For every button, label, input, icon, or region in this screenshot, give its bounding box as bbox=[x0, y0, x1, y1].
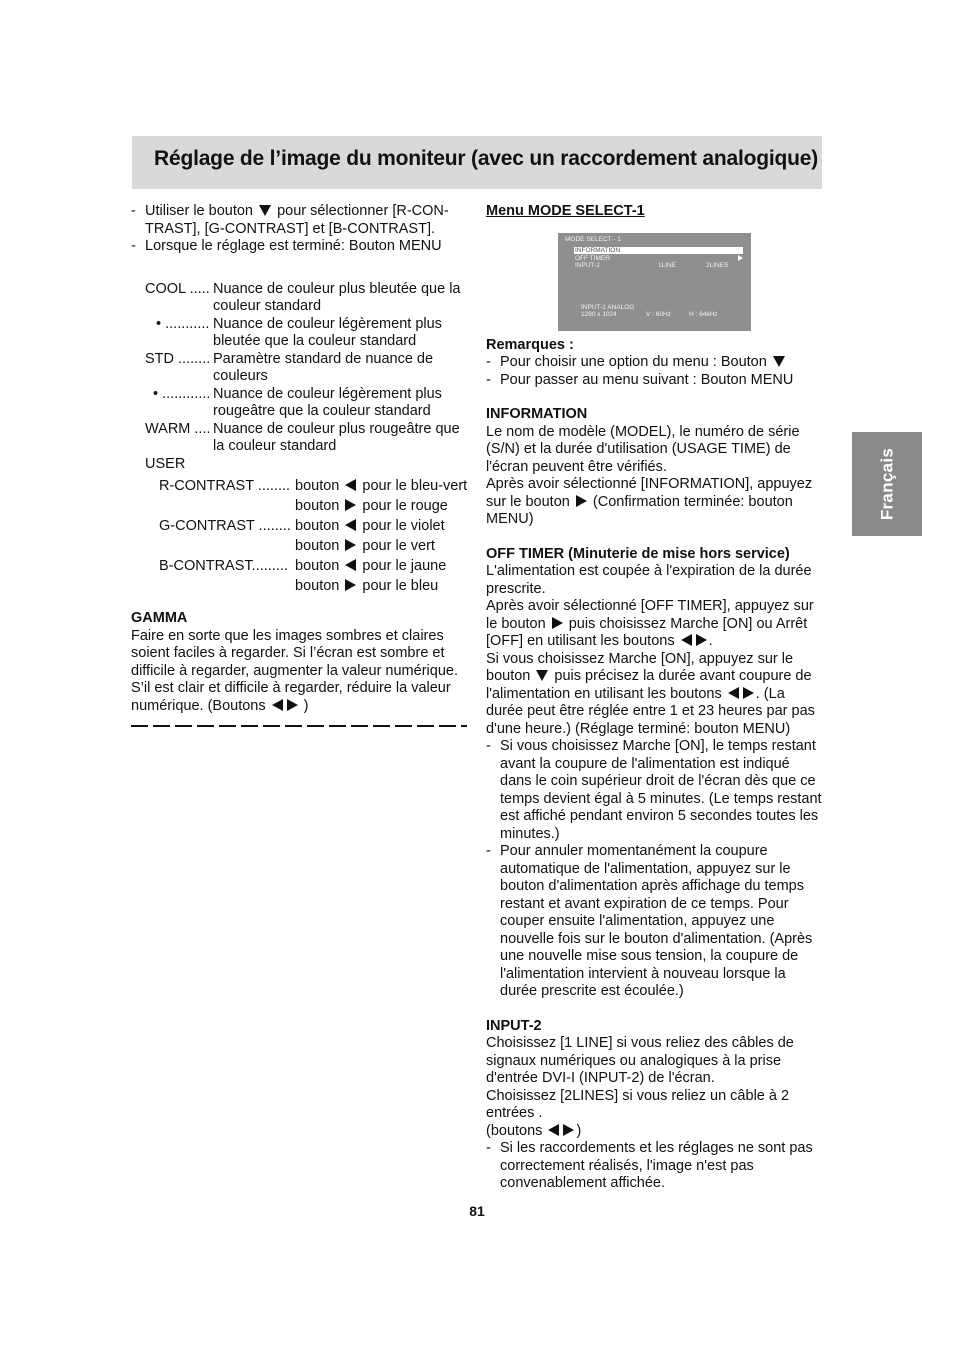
right-arrow-icon bbox=[345, 499, 356, 511]
osd-arrow-icon bbox=[738, 247, 743, 253]
right-arrow-icon bbox=[563, 1124, 574, 1136]
gamma-paragraph: Faire en sorte que les images sombres et claires soient faciles à regarder. Si l’écran est sombre et difficile à regarder, augmenter la valeur numérique. S’il est clair et difficile à regarder, réduire la valeur numérique. (Boutons ) bbox=[131, 627, 458, 714]
osd-menu-screenshot bbox=[558, 233, 751, 331]
language-tab-label: Français bbox=[877, 447, 897, 521]
off-timer-paragraph: Après avoir sélectionné [OFF TIMER], appuyez sur le bouton puis choisissez Marche [ON] ou Arrêt [OFF] en utilisant les boutons . bbox=[486, 598, 814, 649]
language-tab bbox=[852, 432, 922, 536]
right-arrow-icon bbox=[743, 687, 754, 699]
left-arrow-icon bbox=[728, 687, 739, 699]
list-item: - Pour passer au menu suivant : Bouton MENU bbox=[486, 371, 794, 388]
down-arrow-icon bbox=[773, 356, 785, 367]
color-term: • ............ Nuance de couleur légèrement plus rougeâtre que la couleur standard bbox=[153, 385, 442, 419]
right-column bbox=[486, 203, 824, 1193]
right-arrow-icon bbox=[576, 495, 587, 507]
osd-title: MODE SELECT - 1 bbox=[565, 235, 621, 243]
right-arrow-icon bbox=[287, 699, 298, 711]
down-arrow-icon bbox=[259, 205, 271, 216]
right-arrow-icon bbox=[696, 634, 707, 646]
page-title: Réglage de l’image du moniteur (avec un raccordement analogique) bbox=[154, 147, 819, 170]
contrast-row: G-CONTRAST ........ bouton pour le violet bbox=[159, 518, 445, 534]
off-timer-heading: OFF TIMER (Minuterie de mise hors service) bbox=[486, 545, 790, 562]
color-term: • ........... Nuance de couleur légèrement plus bleutée que la couleur standard bbox=[156, 315, 442, 349]
bullet-text: Lorsque le réglage est terminé: Bouton MENU bbox=[145, 238, 442, 254]
list-item: - Si les raccordements et les réglages ne sont pas correctement réalisés, l'image n'est pas convenablement affichée. bbox=[486, 1140, 813, 1191]
right-arrow-icon bbox=[345, 539, 356, 551]
osd-hfreq: H : 64kHz bbox=[689, 310, 718, 318]
off-timer-paragraph: L'alimentation est coupée à l'expiration de la durée prescrite. bbox=[486, 563, 812, 597]
left-arrow-icon bbox=[272, 699, 283, 711]
osd-option-2lines: 2LINES bbox=[706, 261, 729, 269]
information-paragraph: Le nom de modèle (MODEL), le numéro de série (S/N) et la durée d'utilisation (USAGE TIME) de l'écran peuvent être vérifiés. bbox=[486, 423, 800, 475]
osd-item-input2: INPUT-2 bbox=[575, 261, 600, 269]
list-item: - Pour annuler momentanément la coupure automatique de l'alimentation, appuyez sur le bouton d'alimentation après affichage du temps restant et avant expiration de ce temps. Pour couper ensuite l'alimentation, appuyez une nouvelle fois sur le bouton d'alimentation. (Après une nouvelle mise sous tension, la coupure de l'alimentation intervient à nouveau lorsque la durée prescrite est écoulée.) bbox=[486, 843, 813, 999]
osd-vfreq: V : 60Hz bbox=[646, 310, 671, 318]
right-arrow-icon bbox=[552, 617, 563, 629]
information-heading: INFORMATION bbox=[486, 406, 588, 422]
input2-paragraph: Choisissez [2LINES] si vous reliez un câble à 2 entrées . bbox=[486, 1087, 790, 1121]
left-arrow-icon bbox=[548, 1124, 559, 1136]
left-arrow-icon bbox=[345, 479, 356, 491]
rgb-contrast-list bbox=[131, 476, 471, 596]
right-arrow-icon bbox=[345, 579, 356, 591]
input2-paragraph: (boutons ) bbox=[486, 1122, 582, 1139]
osd-option-1line: 1LINE bbox=[658, 261, 677, 269]
contrast-row: bouton pour le bleu bbox=[295, 578, 439, 594]
bullet-text: pour sélectionner [R-CON-TRAST], [G-CONTRAST] et [B-CONTRAST]. bbox=[145, 203, 449, 237]
left-arrow-icon bbox=[345, 519, 356, 531]
osd-arrow-icon bbox=[738, 255, 743, 261]
remarks-heading: Remarques : bbox=[486, 336, 574, 353]
left-arrow-icon bbox=[681, 634, 692, 646]
color-term: COOL ..... Nuance de couleur plus bleutée que la couleur standard bbox=[145, 280, 461, 314]
down-arrow-icon bbox=[536, 670, 548, 681]
osd-item-off-timer: OFF TIMER bbox=[575, 254, 610, 262]
bullet-text: Utiliser le bouton bbox=[145, 203, 253, 219]
user-label: USER bbox=[145, 455, 186, 472]
list-item: - Si vous choisissez Marche [ON], le temps restant avant la coupure de l'alimentation est indiqué dans le coin supérieur droit de l'écran dès que ce temps devient égal à 5 minutes. (Le temps restant est affiché pendant environ 5 secondes toutes les minutes.) bbox=[486, 738, 822, 842]
color-term: STD ........ Paramètre standard de nuance de couleurs bbox=[145, 350, 434, 384]
section-divider bbox=[131, 725, 467, 727]
input2-paragraph: Choisissez [1 LINE] si vous reliez des câbles de signaux numériques ou analogiques à la prise d'entrée DVI-I (INPUT-2) de l'écran. bbox=[486, 1035, 794, 1086]
information-paragraph: Après avoir sélectionné [INFORMATION], appuyez sur le bouton (Confirmation terminée: bouton MENU) bbox=[486, 476, 813, 527]
list-item: - Pour choisir une option du menu : Bouton bbox=[486, 354, 824, 372]
osd-item-information: INFORMATION bbox=[574, 247, 743, 254]
list-item: - Utiliser le bouton pour sélectionner [R-CON-TRAST], [G-CONTRAST] et [B-CONTRAST]. bbox=[131, 203, 449, 237]
left-column bbox=[131, 203, 471, 727]
osd-resolution: 1280 x 1024 bbox=[581, 310, 617, 318]
contrast-row: R-CONTRAST ........ bouton pour le bleu-vert bbox=[159, 478, 468, 494]
contrast-row: bouton pour le vert bbox=[295, 538, 435, 554]
osd-input-info: INPUT-1 ANALOG bbox=[581, 303, 635, 311]
gamma-heading: GAMMA bbox=[131, 610, 188, 626]
title-banner bbox=[132, 136, 822, 189]
page-number: 81 bbox=[469, 1203, 485, 1219]
left-arrow-icon bbox=[345, 559, 356, 571]
contrast-row: bouton pour le rouge bbox=[295, 498, 448, 514]
color-term: WARM .... Nuance de couleur plus rougeâtre que la couleur standard bbox=[145, 420, 460, 454]
input2-heading: INPUT-2 bbox=[486, 1017, 542, 1034]
list-item: - Lorsque le réglage est terminé: Bouton MENU bbox=[131, 238, 442, 254]
menu-heading: Menu MODE SELECT-1 bbox=[486, 203, 645, 219]
off-timer-paragraph: Si vous choisissez Marche [ON], appuyez sur le bouton puis précisez la durée avant coupure de l'alimentation en utilisant les boutons . (La durée peut être réglée entre 1 et 23 heures par pas d'une heure.) (Réglage terminé: bouton MENU) bbox=[486, 650, 815, 737]
contrast-row: B-CONTRAST......... bouton pour le jaune bbox=[159, 558, 447, 574]
